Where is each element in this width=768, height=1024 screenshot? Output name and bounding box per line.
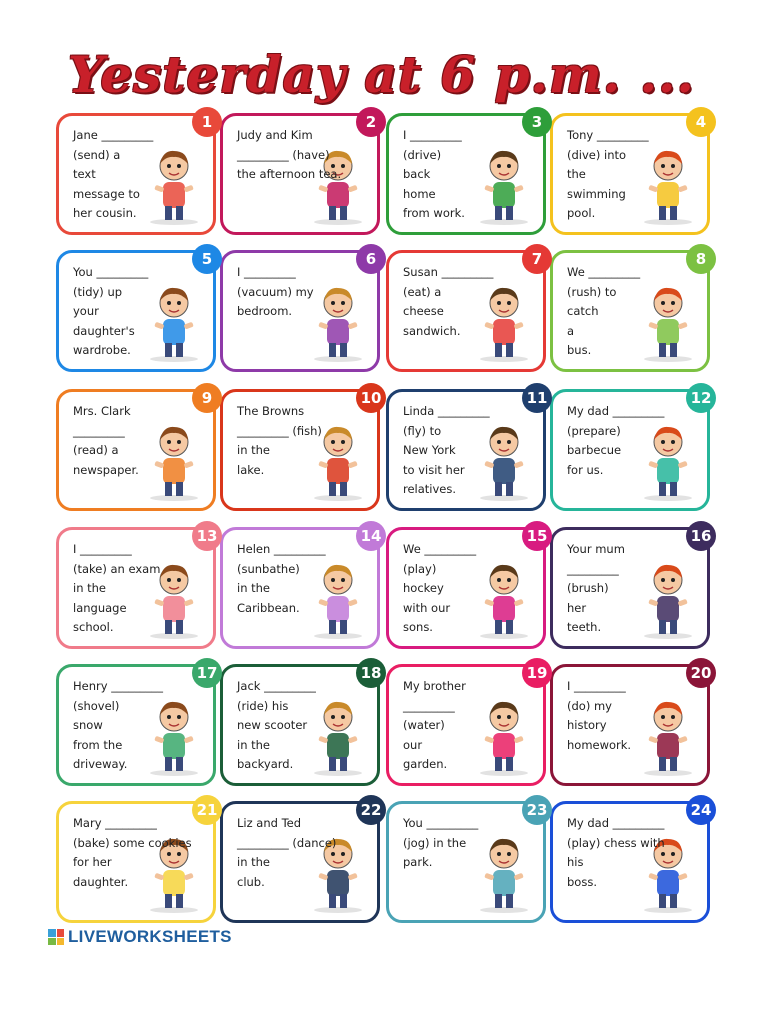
exercise-sentence[interactable]: You _________ (tidy) up your daughter's wardrobe. xyxy=(73,265,149,357)
exercise-card-16 xyxy=(550,527,710,649)
exercise-number-badge: 19 xyxy=(522,658,552,688)
exercise-card-20 xyxy=(550,664,710,786)
exercise-sentence[interactable]: Jane _________ (send) a text message to her cousin. xyxy=(73,128,154,220)
exercise-number-badge: 21 xyxy=(192,795,222,825)
exercise-number-badge: 22 xyxy=(356,795,386,825)
page-title: Yesterday at 6 p.m. ... xyxy=(68,45,695,104)
footer-brand: LIVEWORKSHEETS xyxy=(68,927,232,946)
exercise-card-14 xyxy=(220,527,380,649)
exercise-card-10 xyxy=(220,389,380,511)
exercise-card-15 xyxy=(386,527,546,649)
exercise-sentence[interactable]: You _________ (jog) in the park. xyxy=(403,816,479,869)
exercise-sentence[interactable]: Jack _________ (ride) his new scooter in the backyard. xyxy=(237,679,316,771)
exercise-card-6 xyxy=(220,250,380,372)
exercise-number-badge: 11 xyxy=(522,383,552,413)
exercise-sentence[interactable]: My brother _________ (water) our garden. xyxy=(403,679,466,771)
exercise-card-3 xyxy=(386,113,546,235)
exercise-card-7 xyxy=(386,250,546,372)
exercise-sentence[interactable]: Tony _________ (dive) into the swimming pool. xyxy=(567,128,649,220)
exercise-number-badge: 16 xyxy=(686,521,716,551)
exercise-card-19 xyxy=(386,664,546,786)
exercise-card-18 xyxy=(220,664,380,786)
exercise-sentence[interactable]: We _________ (play) hockey with our sons. xyxy=(403,542,477,634)
exercise-sentence[interactable]: Your mum _________ (brush) her teeth. xyxy=(567,542,625,634)
exercise-card-23 xyxy=(386,801,546,923)
liveworksheets-logo-icon xyxy=(48,929,64,945)
exercise-card-24 xyxy=(550,801,710,923)
exercise-card-17 xyxy=(56,664,216,786)
exercise-number-badge: 23 xyxy=(522,795,552,825)
exercise-sentence[interactable]: Linda _________ (fly) to New York to visit her relatives. xyxy=(403,404,490,496)
exercise-sentence[interactable]: I _________ (take) an exam in the language school. xyxy=(73,542,161,634)
exercise-card-2 xyxy=(220,113,380,235)
exercise-sentence[interactable]: I _________ (drive) back home from work. xyxy=(403,128,465,220)
exercise-sentence[interactable]: I _________ (vacuum) my bedroom. xyxy=(237,265,314,318)
exercise-card-13 xyxy=(56,527,216,649)
exercise-card-9 xyxy=(56,389,216,511)
exercise-number-badge: 5 xyxy=(192,244,222,274)
exercise-card-5 xyxy=(56,250,216,372)
footer-logo[interactable] xyxy=(48,926,232,948)
exercise-card-22 xyxy=(220,801,380,923)
exercise-sentence[interactable]: My dad _________ (play) chess with his boss. xyxy=(567,816,665,889)
exercise-number-badge: 18 xyxy=(356,658,386,688)
exercise-card-1 xyxy=(56,113,216,235)
exercise-number-badge: 4 xyxy=(686,107,716,137)
exercise-sentence[interactable]: Susan _________ (eat) a cheese sandwich. xyxy=(403,265,494,338)
exercise-number-badge: 24 xyxy=(686,795,716,825)
exercise-card-11 xyxy=(386,389,546,511)
exercise-sentence[interactable]: We _________ (rush) to catch a bus. xyxy=(567,265,641,357)
exercise-number-badge: 8 xyxy=(686,244,716,274)
exercise-number-badge: 13 xyxy=(192,521,222,551)
exercise-card-21 xyxy=(56,801,216,923)
exercise-number-badge: 15 xyxy=(522,521,552,551)
exercise-sentence[interactable]: Helen _________ (sunbathe) in the Caribbean. xyxy=(237,542,326,615)
exercise-number-badge: 2 xyxy=(356,107,386,137)
exercise-number-badge: 3 xyxy=(522,107,552,137)
exercise-sentence[interactable]: Judy and Kim _________ (have) the afternoon tea. xyxy=(237,128,342,181)
exercise-sentence[interactable]: Liz and Ted _________ (dance) in the club. xyxy=(237,816,337,889)
exercise-sentence[interactable]: Mary _________ (bake) some cookies for her daughter. xyxy=(73,816,192,889)
exercise-number-badge: 1 xyxy=(192,107,222,137)
exercise-number-badge: 6 xyxy=(356,244,386,274)
exercise-number-badge: 7 xyxy=(522,244,552,274)
exercise-sentence[interactable]: Henry _________ (shovel) snow from the driveway. xyxy=(73,679,163,771)
exercise-number-badge: 12 xyxy=(686,383,716,413)
exercise-card-8 xyxy=(550,250,710,372)
exercise-sentence[interactable]: I _________ (do) my history homework. xyxy=(567,679,632,752)
exercise-number-badge: 14 xyxy=(356,521,386,551)
exercise-card-4 xyxy=(550,113,710,235)
exercise-number-badge: 9 xyxy=(192,383,222,413)
exercise-number-badge: 10 xyxy=(356,383,386,413)
exercise-sentence[interactable]: Mrs. Clark _________ (read) a newspaper. xyxy=(73,404,139,477)
exercise-number-badge: 17 xyxy=(192,658,222,688)
exercise-number-badge: 20 xyxy=(686,658,716,688)
exercise-sentence[interactable]: The Browns _________ (fish) in the lake. xyxy=(237,404,322,477)
exercise-card-12 xyxy=(550,389,710,511)
exercise-sentence[interactable]: My dad _________ (prepare) barbecue for us. xyxy=(567,404,665,477)
